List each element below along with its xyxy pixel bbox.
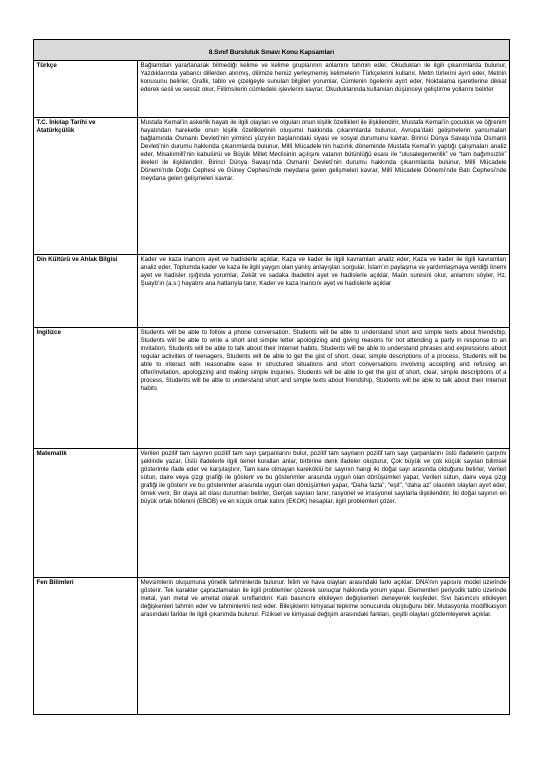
table-header-row xyxy=(34,40,510,61)
table-row xyxy=(34,61,510,118)
subjects-table xyxy=(33,39,510,715)
table-title-cell xyxy=(34,40,510,61)
table-row xyxy=(34,578,510,715)
subject-content: Bağlamdan yararlanarak bilmediği kelime ve kelime gruplarının anlamını tahmin eder, Okudukları ile ilgili çıkarımlarda bulunur, Yazdıklarında yabancı dillerden alınmış, dilimize henüz yerleşmemiş kelimelerin Türkçelerini kullanır, Metin türlerini ayırt eder, Metnin konusunu belirler, Grafik, tablo ve çizelgeyle sunulan bilgileri yorumlar, Cümlenin ögelerini ayırt eder, Noktalama işaretlerine dikkat ederek sesli ve sessiz okur, Fiilimsilerin cümledeki işlevlerini kavrar, Okuduklarında kullanılan düşünceyi geliştirme yollarını belirler xyxy=(138,61,510,118)
subject-content: Mustafa Kemal’in askerlik hayatı ile ilgili olayları ve olguları onun kişilik özellikleri ile ilişkilendirir, Mustafa Kemal’in çocukluk ve öğrenim hayatından hareketle onun kişilik özelliklerinin oluşumu hakkında çıkarımlarda bulunur, Avrupa’daki gelişmelerin yansımaları bağlamında Osmanlı Devleti’nin yirminci yüzyılın başlarındaki siyasi ve sosyal durumunu kavrar, Birinci Dünya Savaşı’nda Osmanlı Devleti’nin durumu hakkında çıkarımlarda bulunur, Millî Mücadele’nin hazırlık döneminde Mustafa Kemal’in yaptığı çalışmaları analiz eder, Misakımillî’nin kabulünü ve Büyük Millet Meclisinin açılışını vatanın bütünlüğü esası ile “ulusalegemenlik” ve “tam bağımsızlık” ilkeleri ile ilişkilendirir. Birinci Dünya Savaşı’nda Osmanlı Devleti’nin durumu hakkında çıkarımlarda bulunur, Millî Mücadele Dönemi’nde Doğu Cephesi ve Güney Cephesi’nde meydana gelen gelişmeleri kavrar, Millî Mücadele Dönemi’nde Batı Cephesi’nde meydana gelen gelişmeleri kavrar. xyxy=(138,118,510,255)
subject-name: Fen Bilimleri xyxy=(34,578,138,715)
subject-name: Türkçe xyxy=(34,61,138,118)
subject-content: Mevsimlerin oluşumuna yönelik tahminlerde bulunur. İklim ve hava olayları arasındaki farkı açıklar. DNA’nın yapısını model üzerinde gösterir. Tek karakter çaprazlamaları ile ilgili problemler çözerek sonuçlar hakkında yorum yapar. Elementleri periyodik tablo üzerinde metal, yarı metal ve ametal olarak sınıflandırır. Katı basıncını etkileyen değişkenleri deneyerek keşfeder. Sıvı basıncını etkileyen değişkenleri tahmin eder ve tahminlerini test eder. Bileşiklerin kimyasal tepkime sonucunda oluştuğunu bilir. Mutasyonla modifikasyon arasındaki farklar ile ilgili çıkarımda bulunur. Fiziksel ve kimyasal değişim arasındaki farkları, çeşitli olayları gözlemleyerek açıklar. xyxy=(138,578,510,715)
table-row xyxy=(34,118,510,255)
document-page xyxy=(33,39,509,715)
subject-name: T.C. İnkılap Tarihi ve Atatürkçülük xyxy=(34,118,138,255)
subject-name: Din Kültürü ve Ahlak Bilgisi xyxy=(34,255,138,328)
subject-content: Students will be able to follow a phone conversation, Students will be able to understand short and simple texts about friendship, Students will be able to write a short and simple letter apologizing and giving reasons for not attending a party in response to an invitation, Students will be able to talk about their Internet habits, Students will be able to understand phrases and expressions about regular activities of teenagers, Students will be able to get the gist of short, clear, simple descriptions of a process, Students will be able to interact with reasonable ease in structured situations and short conversations involving accepting and refusing an offer/invitation, apologizing and making simple inquiries, Students will be able to get the gist of short, clear, simple descriptions of a process, Students will be able to understand short and simple texts about friendship, Students will be able to talk about their Internet habits xyxy=(138,328,510,449)
subject-content: Verilen pozitif tam sayının pozitif tam sayı çarpanlarını bulur, pozitif tam sayıların pozitif tam sayı çarpanlarını üslü ifadelerin çarpımı şeklinde yazar, Üslü ifadelerle ilgili temel kuralları anlar, birbirine denk ifadeler oluşturur, Çok büyük ve çok küçük sayıları bilimsel gösterimle ifade eder ve karşılaştırır, Tam kare olmayan kareköklü bir sayının hangi iki doğal sayı arasında olduğunu belirler, Verileri sütun, daire veya çizgi grafiği ile gösterir ve bu gösterimler arasında uygun olan dönüşümleri yapar, Verileri sütun, daire veya çizgi grafiği ile gösterir ve bu gösterimler arasında uygun olan dönüşümleri yapar, “Daha fazla”, “eşit”, “daha az” olasılıklı olayları ayırt eder, örnek verir, Bir olaya ait olası durumları belirler, Gerçek sayıları tanır, rasyonel ve irrasyonel sayılarla ilişkilendirir, İki doğal sayının en büyük ortak bölenini (EBOB) ve en küçük ortak katını (EKOK) hesaplar, ilgili problemleri çözer. xyxy=(138,449,510,578)
table-title: 8.Sınıf Bursluluk Sınavı Konu Kapsamları xyxy=(208,49,335,56)
table-row xyxy=(34,449,510,578)
subject-name: Matematik xyxy=(34,449,138,578)
table-row xyxy=(34,328,510,449)
subject-name: İngilizce xyxy=(34,328,138,449)
subject-content: Kader ve kaza inancını ayet ve hadislerle açıklar, Kaza ve kader ile ilgili kavramları analiz eder, Kaza ve kader ile ilgili kavramları analiz eder. Toplumda kader ve kaza ile ilgili yaygın olan yanlış anlayışları sorgular, İslam’ın paylaşma ve yardımlaşmaya verdiği önemi ayet ve hadisler ışığında yorumlar, Zekât ve sadaka ibadetini ayet ve hadislerle açıklar, Maûn suresini okur, anlamını söyler, Hz. Şuayb’ın (a.s.) hayatını ana hatlarıyla tanır, Kader ve kaza inancını ayet ve hadislerle açıklar xyxy=(138,255,510,328)
table-row xyxy=(34,255,510,328)
